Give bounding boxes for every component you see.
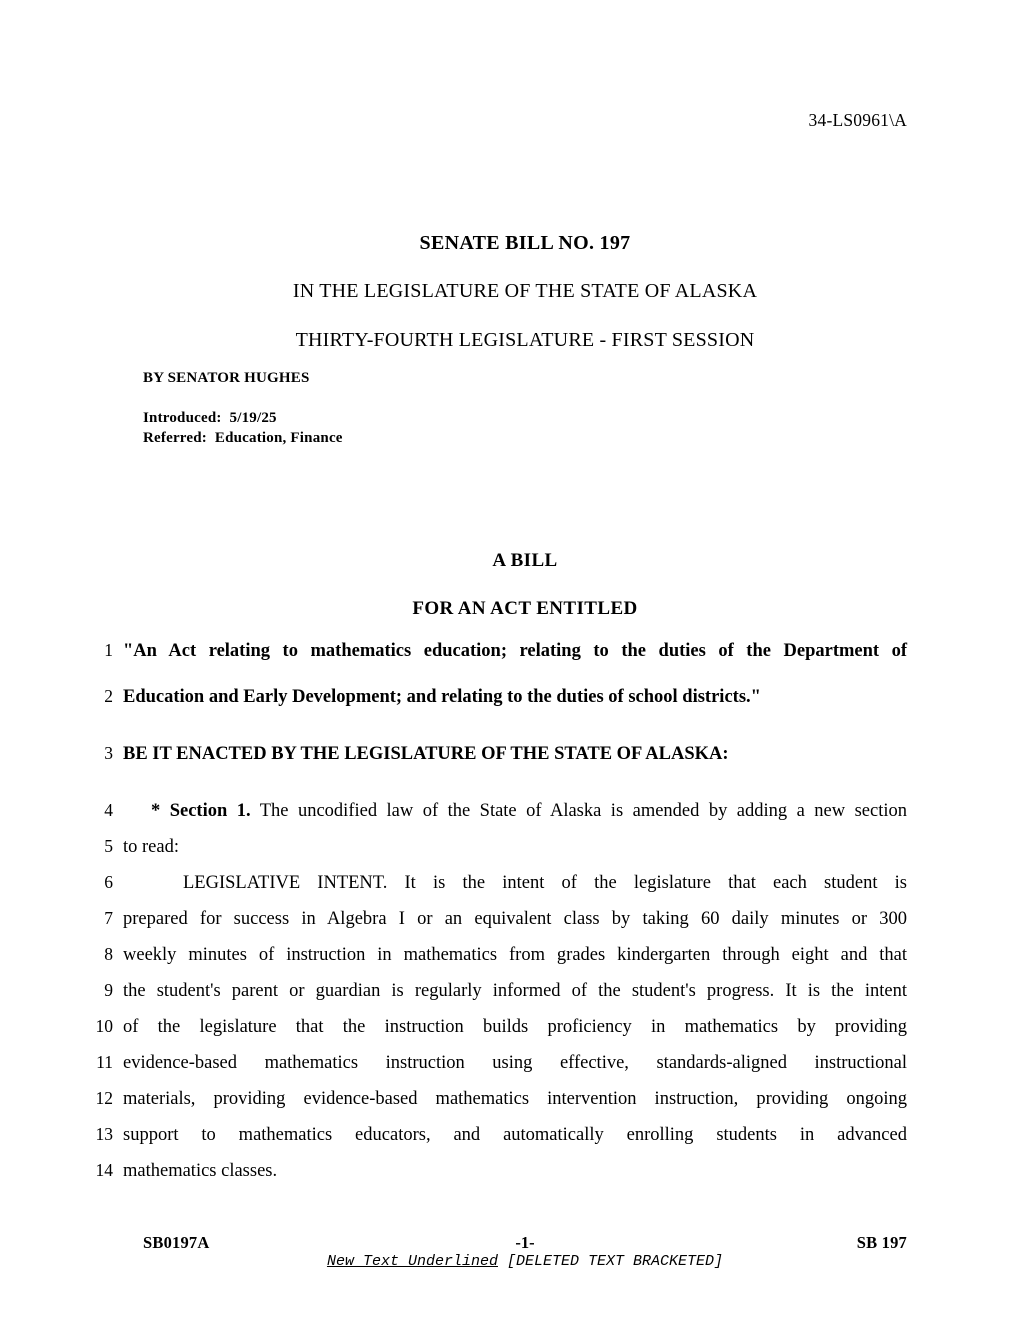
line-number: 5 [104,836,113,856]
line-content: BE IT ENACTED BY THE LEGISLATURE OF THE STATE OF ALASKA: [123,744,729,764]
bill-line [0,640,907,686]
bill-body [0,640,907,1196]
section-rest: The uncodified law of the State of Alaska is amended by adding a new section [250,801,907,821]
document-id-header: 34-LS0961\A [808,110,907,130]
bill-line [0,1016,907,1052]
spacer [0,732,907,743]
footer-row [143,1233,907,1255]
line-content: weekly minutes of instruction in mathematics from grades kindergarten through eight and that [123,945,907,965]
act-header-block [143,550,907,620]
bill-line [0,836,907,872]
title-block [143,232,907,352]
introduced-date: Introduced: 5/19/25 [143,410,277,426]
line-number: 10 [95,1016,113,1036]
legend-new-text: New Text Underlined [326,1253,498,1270]
legislature-heading: IN THE LEGISLATURE OF THE STATE OF ALASKA [292,280,758,302]
line-number: 3 [104,743,113,763]
footer-legend [143,1253,907,1270]
line-number: 14 [95,1160,113,1180]
bill-line [0,944,907,980]
bill-line [0,908,907,944]
line-number: 8 [104,944,113,964]
line-content: Education and Early Development; and relating to the duties of school districts." [123,687,761,707]
sponsor-by-line: BY SENATOR HUGHES [143,370,310,386]
bill-line [0,872,907,908]
bill-line [0,1052,907,1088]
line-number: 12 [95,1088,113,1108]
footer-bill-short-id: SB 197 [856,1233,907,1252]
bill-line [0,1088,907,1124]
bill-line [0,743,907,789]
line-content: support to mathematics educators, and automatically enrolling students in advanced [123,1125,907,1145]
line-content: materials, providing evidence-based mathematics intervention instruction, providing ongoing [123,1089,907,1109]
line-number: 9 [104,980,113,1000]
line-number: 7 [104,908,113,928]
a-bill-heading: A BILL [492,550,558,571]
line-content: the student's parent or guardian is regularly informed of the student's progress. It is the intent [123,981,907,1001]
bill-line [0,980,907,1016]
paragraph-text: LEGISLATIVE INTENT. It is the intent of the legislature that each student is [183,873,907,893]
line-content: evidence-based mathematics instruction using effective, standards-aligned instructional [123,1053,907,1073]
bill-line [0,686,907,732]
line-number: 4 [104,800,113,820]
line-content: prepared for success in Algebra I or an equivalent class by taking 60 daily minutes or 300 [123,909,907,929]
line-number: 6 [104,872,113,892]
line-number: 13 [95,1124,113,1144]
line-content: of the legislature that the instruction builds proficiency in mathematics by providing [123,1017,907,1037]
line-content [123,873,907,894]
bill-line [0,1124,907,1160]
page-footer [143,1233,907,1270]
sponsor-block [143,371,343,449]
line-content: to read: [123,837,179,857]
footer-bill-file: SB0197A [143,1233,210,1252]
legend-deleted-text: [DELETED TEXT BRACKETED] [497,1253,724,1270]
line-number: 11 [96,1052,113,1072]
spacer [0,789,907,800]
line-number: 2 [104,686,113,706]
referred-committees: Referred: Education, Finance [143,430,343,447]
line-number: 1 [104,640,113,660]
footer-page-number: -1- [515,1233,535,1252]
bill-line [0,1160,907,1196]
for-an-act-entitled-heading: FOR AN ACT ENTITLED [412,598,638,619]
bill-number-heading: SENATE BILL NO. 197 [419,232,631,254]
line-content: mathematics classes. [123,1161,278,1181]
line-content: "An Act relating to mathematics education; relating to the duties of the Department of [123,641,907,661]
bill-line [0,800,907,836]
line-content [123,801,907,822]
section-marker: * Section 1. [151,801,251,821]
session-heading: THIRTY-FOURTH LEGISLATURE - FIRST SESSION [295,329,755,351]
